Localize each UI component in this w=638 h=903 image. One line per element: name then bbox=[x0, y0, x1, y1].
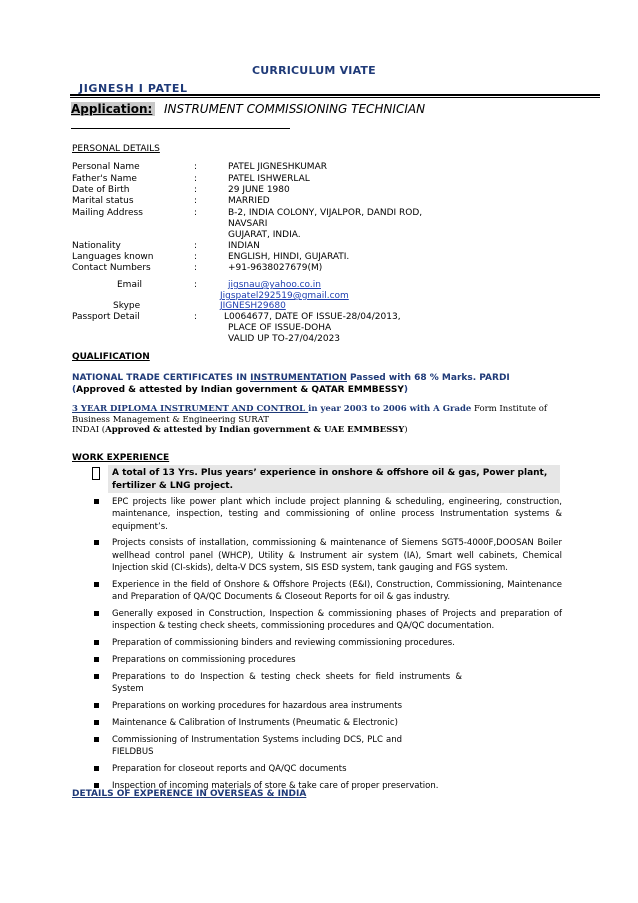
list-item bbox=[92, 579, 562, 604]
colon: : bbox=[194, 252, 198, 262]
bullet-icon bbox=[94, 582, 99, 587]
colon: : bbox=[194, 185, 198, 195]
diploma-line3 bbox=[72, 425, 408, 435]
skype-label: Skype bbox=[113, 301, 141, 311]
work-experience-heading: WORK EXPERIENCE bbox=[72, 453, 170, 463]
list-item bbox=[92, 496, 562, 533]
application-label: Application: bbox=[71, 102, 155, 116]
ntc-line2 bbox=[72, 385, 408, 395]
personal-name-value: PATEL JIGNESHKUMAR bbox=[228, 162, 327, 172]
application-underline bbox=[71, 128, 290, 129]
passport-label: Passport Detail bbox=[72, 312, 140, 322]
languages-value: ENGLISH, HINDI, GUJARATI. bbox=[228, 252, 350, 262]
bullet-icon bbox=[94, 611, 99, 616]
experience-highlight-text: A total of 13 Yrs. Plus years’ experience in onshore & offshore oil & gas, Power plant, fertilizer & LNG project. bbox=[112, 468, 548, 491]
diploma-line3-prefix: INDAI ( bbox=[72, 425, 106, 435]
candidate-name: JIGNESH I PATEL bbox=[79, 82, 188, 95]
list-item-text: Inspection of incoming materials of store & take care of proper preservation. bbox=[112, 781, 439, 792]
personal-details-heading: PERSONAL DETAILS bbox=[72, 144, 160, 154]
personal-name-label: Personal Name bbox=[72, 162, 140, 172]
list-item-text: Preparations on working procedures for hazardous area instruments bbox=[112, 701, 403, 712]
checkbox-icon bbox=[92, 467, 100, 480]
bullet-icon bbox=[94, 783, 99, 788]
list-item bbox=[92, 637, 562, 649]
ntc-line1 bbox=[72, 373, 510, 383]
qualification-heading: QUALIFICATION bbox=[72, 352, 150, 362]
list-item bbox=[92, 654, 562, 666]
ntc-suffix: Passed with 68 % Marks. PARDI bbox=[346, 373, 510, 383]
fathers-name-value: PATEL ISHWERLAL bbox=[228, 174, 310, 184]
contact-value: +91-9638027679(M) bbox=[228, 263, 323, 273]
nationality-label: Nationality bbox=[72, 241, 121, 251]
bullet-icon bbox=[94, 737, 99, 742]
ntc-approval: Approved & attested by Indian government & QATAR EMMBESSY bbox=[76, 385, 404, 395]
colon: : bbox=[194, 263, 198, 273]
list-item-text: Commissioning of Instrumentation Systems including DCS, PLC and FIELDBUS bbox=[112, 735, 402, 758]
colon: : bbox=[194, 208, 198, 218]
dob-label: Date of Birth bbox=[72, 185, 130, 195]
list-item-text: Preparation of commissioning binders and reviewing commissioning procedures. bbox=[112, 638, 455, 649]
list-item-text: EPC projects like power plant which include project planning & scheduling, engineering, construction, maintenance, inspection, testing and commissioning of online process Instrumentation systems & equipment’s. bbox=[112, 497, 562, 532]
colon: : bbox=[194, 280, 198, 290]
list-item bbox=[92, 700, 562, 712]
ntc-prefix: NATIONAL TRADE CERTIFICATES IN bbox=[72, 373, 251, 383]
email-label: Email bbox=[117, 280, 142, 290]
details-heading: DETAILS OF EXPERENCE IN OVERSEAS & INDIA bbox=[72, 789, 307, 799]
email-link-2[interactable]: Jigspatel292519@gmail.com bbox=[220, 291, 349, 301]
marital-label: Marital status bbox=[72, 196, 134, 206]
list-item bbox=[92, 763, 562, 775]
bullet-icon bbox=[94, 703, 99, 708]
bullet-icon bbox=[94, 540, 99, 545]
list-item-text: Projects consists of installation, commissioning & maintenance of Siemens SGT5-4000F,DOOSAN Boiler wellhead control panel (WHCP), Utility & Instrument air system (IA), Smart well cabinets, Chemical Injection skid (CI-skids), delta-V DCS system, SIS ESD system, tank gauging and FGS system. bbox=[112, 538, 562, 574]
ntc-open-paren: ( bbox=[72, 385, 77, 395]
application-value: INSTRUMENT COMMISSIONING TECHNICIAN bbox=[164, 102, 426, 116]
bullet-icon bbox=[94, 720, 99, 725]
nationality-value: INDIAN bbox=[228, 241, 260, 251]
list-item-text: Maintenance & Calibration of Instruments (Pneumatic & Electronic) bbox=[112, 718, 398, 729]
document-title: CURRICULUM VIATE bbox=[252, 64, 376, 77]
passport-line3: VALID UP TO-27/04/2023 bbox=[228, 334, 341, 344]
diploma-line3-suffix: ) bbox=[404, 425, 408, 435]
passport-line2: PLACE OF ISSUE-DOHA bbox=[228, 323, 332, 333]
list-item-text: Preparations to do Inspection & testing check sheets for field instruments & System bbox=[112, 672, 462, 695]
skype-link[interactable]: JIGNESH29680 bbox=[220, 301, 286, 311]
colon: : bbox=[194, 312, 198, 322]
list-item-text: Preparation for closeout reports and QA/QC documents bbox=[112, 764, 347, 775]
list-item bbox=[92, 717, 562, 729]
bullet-icon bbox=[94, 766, 99, 771]
bullet-icon bbox=[94, 657, 99, 662]
header-divider-thick bbox=[70, 94, 600, 96]
bullet-icon bbox=[94, 640, 99, 645]
dob-value: 29 JUNE 1980 bbox=[228, 185, 290, 195]
list-item-text: Generally exposed in Construction, Inspection & commissioning phases of Projects and preparation of inspection & testing check sheets, commissioning procedures and QA/QC documentation. bbox=[112, 609, 562, 632]
header-divider-thin bbox=[70, 97, 600, 98]
email-link-1[interactable]: jigsnau@yahoo.co.in bbox=[228, 280, 321, 290]
list-item-text: Experience in the field of Onshore & Offshore Projects (E&I), Construction, Commissioning, Maintenance and Preparation of QA/QC Documents & Closeout Reports for oil & gas industry. bbox=[112, 579, 562, 603]
marital-value: MARRIED bbox=[228, 196, 270, 206]
address-line2: NAVSARI bbox=[228, 219, 268, 229]
diploma-underlined: 3 YEAR DIPLOMA INSTRUMENT AND CONTROL bbox=[72, 404, 309, 414]
list-item bbox=[92, 671, 562, 696]
fathers-name-label: Father's Name bbox=[72, 174, 137, 184]
bullet-icon bbox=[94, 499, 99, 504]
diploma-rest: in year 2003 to 2006 with A Grade bbox=[308, 404, 472, 414]
address-label: Mailing Address bbox=[72, 208, 143, 218]
experience-bullet-list bbox=[92, 496, 562, 797]
diploma-line1 bbox=[72, 404, 547, 414]
list-item bbox=[92, 734, 562, 759]
colon: : bbox=[194, 174, 198, 184]
bullet-icon bbox=[94, 674, 99, 679]
list-item-text: Preparations on commissioning procedures bbox=[112, 655, 296, 666]
ntc-underlined: INSTRUMENTATION bbox=[250, 373, 347, 383]
diploma-institute: Form Institute of bbox=[471, 404, 548, 414]
address-line1: B-2, INDIA COLONY, VIJALPOR, DANDI ROD, bbox=[228, 208, 423, 218]
contact-label: Contact Numbers bbox=[72, 263, 151, 273]
list-item bbox=[92, 608, 562, 633]
colon: : bbox=[194, 196, 198, 206]
colon: : bbox=[194, 241, 198, 251]
diploma-line2: Business Management & Engineering SURAT bbox=[72, 415, 269, 425]
colon: : bbox=[194, 162, 198, 172]
languages-label: Languages known bbox=[72, 252, 154, 262]
diploma-approval: Approved & attested by Indian government & UAE EMMBESSY bbox=[105, 425, 405, 435]
address-line3: GUJARAT, INDIA. bbox=[228, 230, 301, 240]
list-item bbox=[92, 537, 562, 574]
passport-line1: L0064677, DATE OF ISSUE-28/04/2013, bbox=[224, 312, 401, 322]
ntc-close-paren: ) bbox=[403, 385, 408, 395]
